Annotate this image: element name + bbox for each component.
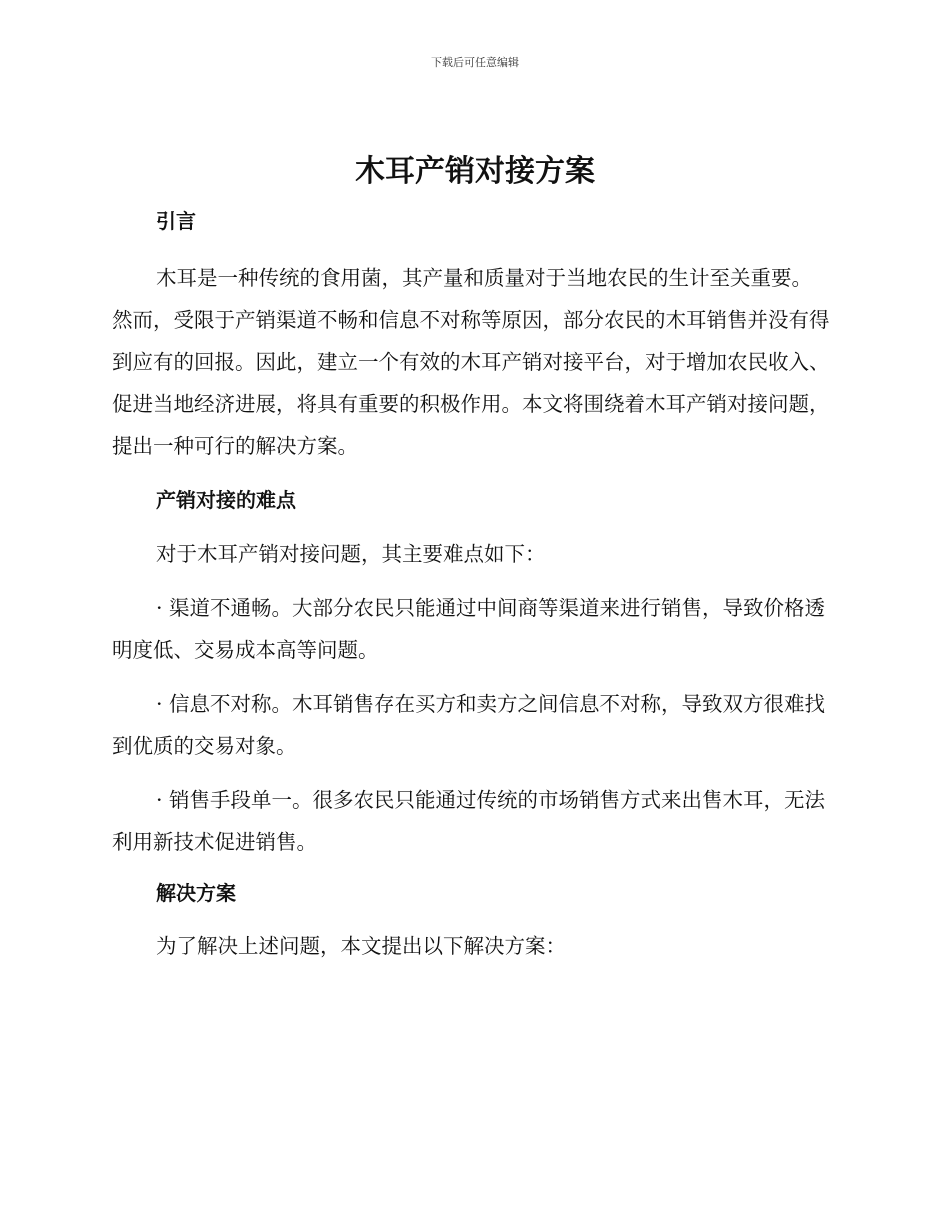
section-heading-difficulties: 产销对接的难点 (156, 488, 296, 512)
difficulty-item: · 渠道不通畅。大部分农民只能通过中间商等渠道来进行销售，导致价格透明度低、交易成本高等问题。 (112, 596, 826, 662)
solution-lead: 为了解决上述问题，本文提出以下解决方案： (156, 934, 566, 958)
section-heading-intro: 引言 (156, 209, 196, 233)
difficulties-lead: 对于木耳产销对接问题，其主要难点如下： (156, 542, 546, 566)
difficulty-item: · 销售手段单一。很多农民只能通过传统的市场销售方式来出售木耳，无法利用新技术促进销售。 (112, 788, 826, 854)
header-note: 下载后可任意编辑 (431, 56, 519, 69)
document-title: 木耳产销对接方案 (355, 154, 595, 189)
document-body (112, 205, 832, 967)
intro-paragraph: 木耳是一种传统的食用菌，其产量和质量对于当地农民的生计至关重要。然而，受限于产销渠道不畅和信息不对称等原因，部分农民的木耳销售并没有得到应有的回报。因此，建立一个有效的木耳产销对接平台，对于增加农民收入、促进当地经济进展，将具有重要的积极作用。本文将围绕着木耳产销对接问题，提出一种可行的解决方案。 (112, 266, 830, 458)
difficulty-item: · 信息不对称。木耳销售存在买方和卖方之间信息不对称，导致双方很难找到优质的交易对象。 (112, 692, 826, 758)
section-heading-solution: 解决方案 (156, 881, 236, 905)
